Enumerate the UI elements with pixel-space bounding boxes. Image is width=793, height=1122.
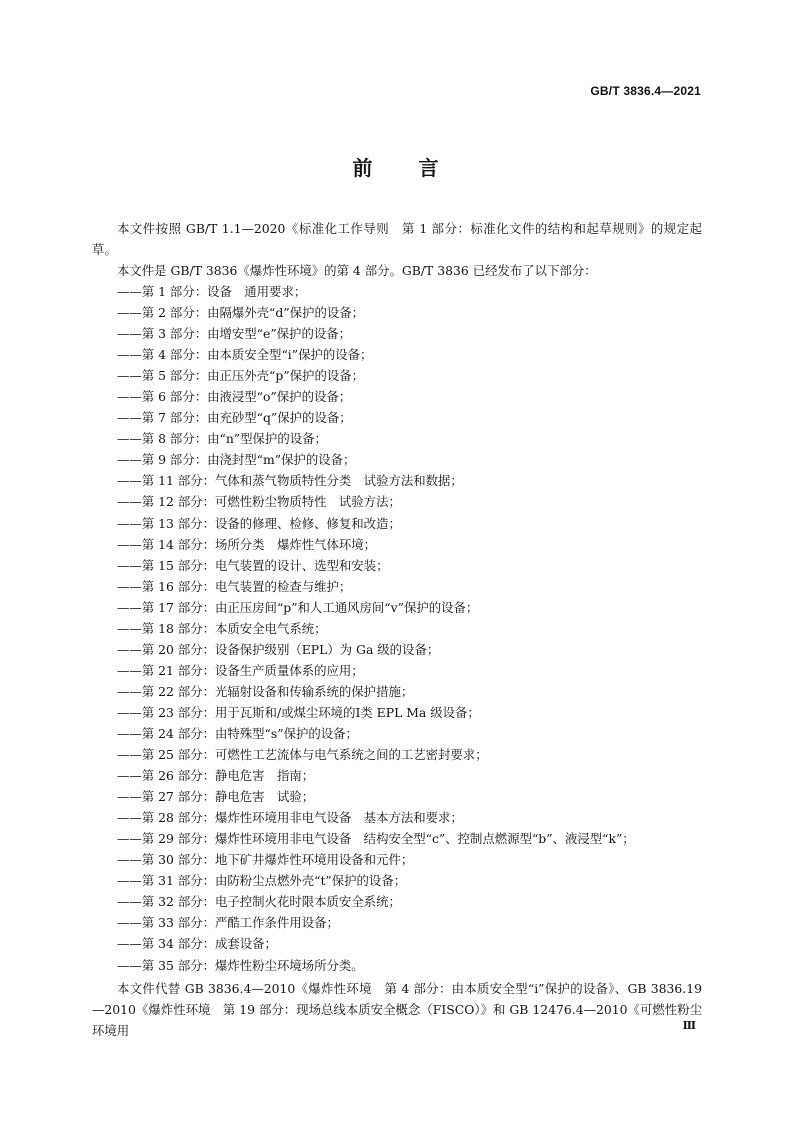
list-item: ——第 13 部分：设备的修理、检修、修复和改造； (117, 515, 401, 531)
list-item: ——第 35 部分：爆炸性粉尘环境场所分类。 (117, 957, 364, 973)
list-item: ——第 32 部分：电子控制火花时限本质安全系统； (117, 894, 401, 910)
list-item: ——第 26 部分：静电危害 指南； (117, 768, 315, 784)
list-item: ——第 23 部分：用于瓦斯和/或煤尘环境的Ⅰ类 EPL Ma 级设备； (117, 704, 480, 720)
list-item: ——第 9 部分：由浇封型“m”保护的设备； (117, 452, 356, 468)
list-item: ——第 12 部分：可燃性粉尘物质特性 试验方法； (117, 494, 401, 510)
intro-paragraph-series: 本文件是 GB/T 3836《爆炸性环境》的第 4 部分。GB/T 3836 已经发布了以下部分： (117, 263, 597, 278)
list-item: ——第 7 部分：由充砂型“q”保护的设备； (117, 410, 352, 426)
list-item: ——第 22 部分：光辐射设备和传输系统的保护措施； (117, 683, 414, 699)
list-item: ——第 27 部分：静电危害 试验； (117, 789, 315, 805)
foreword-body (92, 218, 702, 976)
list-item: ——第 15 部分：电气装置的设计、选型和安装； (117, 557, 389, 573)
list-item: ——第 21 部分：设备生产质量体系的应用； (117, 662, 364, 678)
list-item: ——第 17 部分：由正压房间“p”和人工通风房间“v”保护的设备； (117, 599, 479, 615)
list-item: ——第 20 部分：设备保护级别（EPL）为 Ga 级的设备； (117, 641, 440, 657)
list-item: ——第 25 部分：可燃性工艺流体与电气系统之间的工艺密封要求； (117, 747, 488, 763)
list-item: ——第 33 部分：严酷工作条件用设备； (117, 915, 339, 931)
replaces-paragraph: 本文件代替 GB 3836.4—2010《爆炸性环境 第 4 部分：由本质安全型“i”保护的设备》、GB 3836.19—2010《爆炸性环境 第 19 部分：现场总线本质安全概念（FISCO）》和 GB 12476.4—2010《可燃性粉尘环境用 (92, 981, 702, 1038)
list-item: ——第 6 部分：由液浸型“o”保护的设备； (117, 389, 352, 405)
list-item: ——第 1 部分：设备 通用要求； (117, 284, 307, 299)
list-item: ——第 24 部分：由特殊型“s”保护的设备； (117, 725, 358, 741)
list-item: ——第 28 部分：爆炸性环境用非电气设备 基本方法和要求； (117, 810, 463, 826)
list-item: ——第 4 部分：由本质安全型“i”保护的设备； (117, 347, 373, 363)
page-number: Ⅲ (682, 1019, 696, 1032)
list-item: ——第 2 部分：由隔爆外壳“d”保护的设备； (117, 305, 365, 321)
list-item: ——第 3 部分：由增安型“e”保护的设备； (117, 326, 352, 342)
list-item: ——第 31 部分：由防粉尘点燃外壳“t”保护的设备； (117, 873, 407, 889)
list-item: ——第 30 部分：地下矿井爆炸性环境用设备和元件； (117, 852, 414, 868)
parts-list (92, 281, 702, 976)
list-item: ——第 16 部分：电气装置的检查与维护； (117, 578, 352, 594)
standard-number-header: GB/T 3836.4—2021 (590, 84, 701, 98)
list-item: ——第 5 部分：由正压外壳“p”保护的设备； (117, 368, 365, 384)
list-item: ——第 8 部分：由“n”型保护的设备； (117, 431, 327, 447)
title-char-2: 言 (418, 156, 441, 180)
intro-paragraph-drafting: 本文件按照 GB/T 1.1—2020《标准化工作导则 第 1 部分：标准化文件的结构和起草规则》的规定起草。 (92, 221, 702, 257)
list-item: ——第 11 部分：气体和蒸气物质特性分类 试验方法和数据； (117, 473, 463, 489)
list-item: ——第 29 部分：爆炸性环境用非电气设备 结构安全型“c”、控制点燃源型“b”、液浸型“k”； (117, 831, 635, 847)
list-item: ——第 14 部分：场所分类 爆炸性气体环境； (117, 536, 377, 552)
title-char-1: 前 (352, 156, 375, 180)
list-item: ——第 18 部分：本质安全电气系统； (117, 620, 327, 636)
page-title (0, 152, 793, 181)
list-item: ——第 34 部分：成套设备； (117, 936, 277, 952)
